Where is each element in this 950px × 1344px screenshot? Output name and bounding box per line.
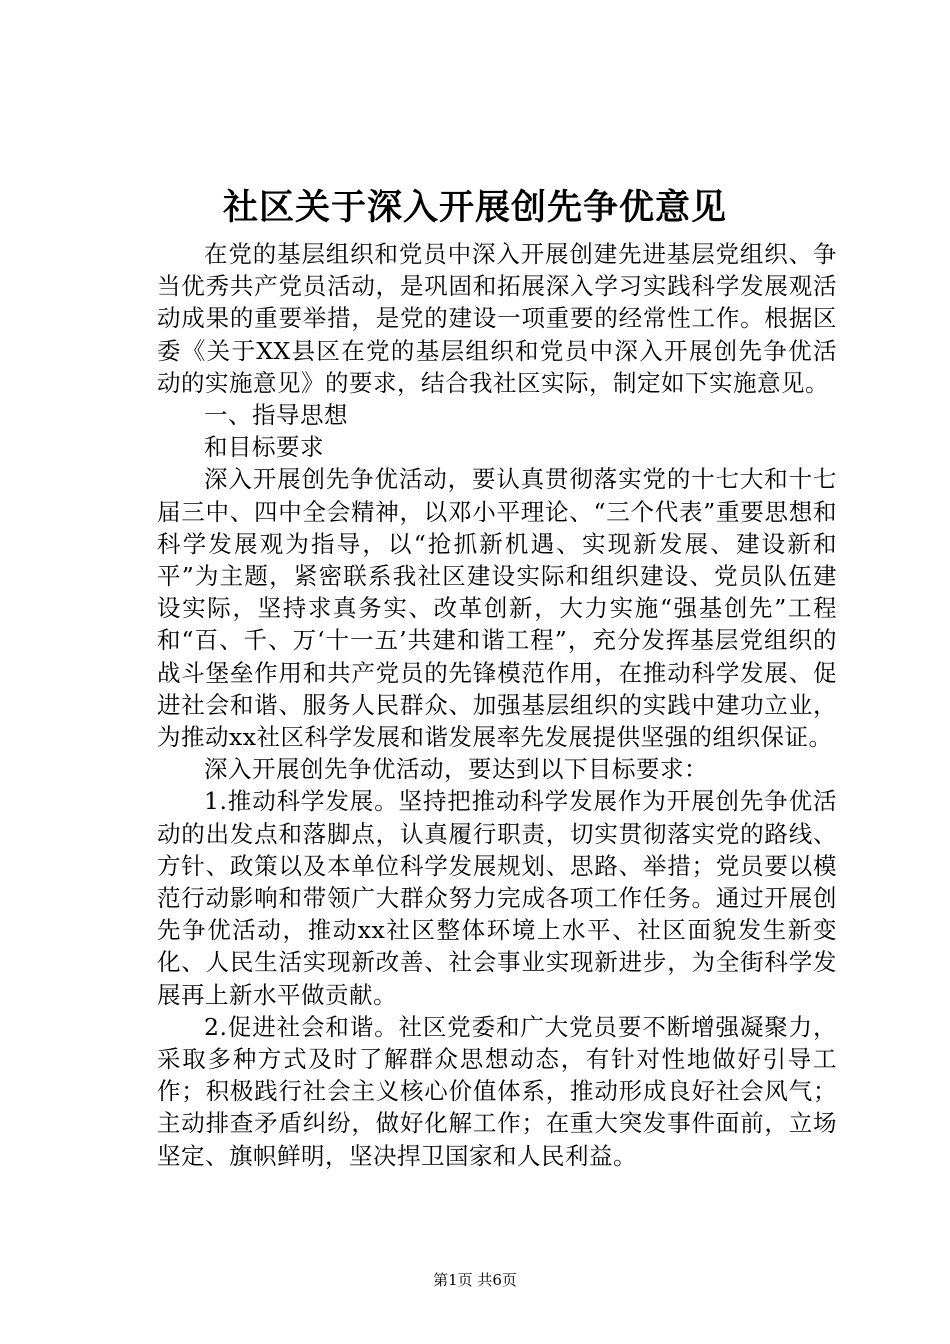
paragraph-goals-intro: 深入开展创先争优活动，要达到以下目标要求： xyxy=(204,755,708,784)
page-footer: 第1页 共6页 xyxy=(433,1271,517,1289)
paragraph-goal-1: 1.推动科学发展。坚持把推动科学发展作为开展创先争优活动的出发点和落脚点，认真履行职责，切实贯彻落实党的路线、方针、政策以及本单位科学发展规划、思路、举措；党员要以模范行动影响和带领广大群众努力完成各项工作任务。通过开展创先争优活动，推动xx社区整体环境上水平、社区面貌发生新变化、人民生活实现新改善、社会事业实现新进步，为全街科学发展再上新水平做贡献。 xyxy=(157,787,837,1009)
paragraph-intro: 在党的基层组织和党员中深入开展创建先进基层党组织、争当优秀共产党员活动，是巩固和拓展深入学习实践科学发展观活动成果的重要举措，是党的建设一项重要的经常性工作。根据区委《关于XX县区在党的基层组织和党员中深入开展创先争优活动的实施意见》的要求，结合我社区实际，制定如下实施意见。 xyxy=(157,240,837,397)
paragraph-goal-2: 2.促进社会和谐。社区党委和广大党员要不断增强凝聚力，采取多种方式及时了解群众思想动态，有针对性地做好引导工作；积极践行社会主义核心价值体系，推动形成良好社会风气；主动排查矛盾纠纷，做好化解工作；在重大突发事件面前，立场坚定、旗帜鲜明，坚决捍卫国家和人民利益。 xyxy=(157,1012,837,1170)
document-title: 社区关于深入开展创先争优意见 xyxy=(222,187,727,228)
paragraph-guiding-thought: 深入开展创先争优活动，要认真贯彻落实党的十七大和十七届三中、四中全会精神，以邓小平理论、“三个代表”重要思想和科学发展观为指导，以“抢抓新机遇、实现新发展、建设新和平”为主题，紧密联系我社区建设实际和组织建设、党员队伍建设实际，坚持求真务实、改革创新，大力实施“强基创先”工程和“百、千、万‘十一五’共建和谐工程”，充分发挥基层党组织的战斗堡垒作用和共产党员的先锋模范作用，在推动科学发展、促进社会和谐、服务人民群众、加强基层组织的实践中建功立业，为推动xx社区科学发展和谐发展率先发展提供坚强的组织保证。 xyxy=(157,465,837,752)
section-heading-1-cont: 和目标要求 xyxy=(204,433,324,462)
document-body xyxy=(157,238,837,1172)
section-heading-1: 一、指导思想 xyxy=(204,401,348,430)
